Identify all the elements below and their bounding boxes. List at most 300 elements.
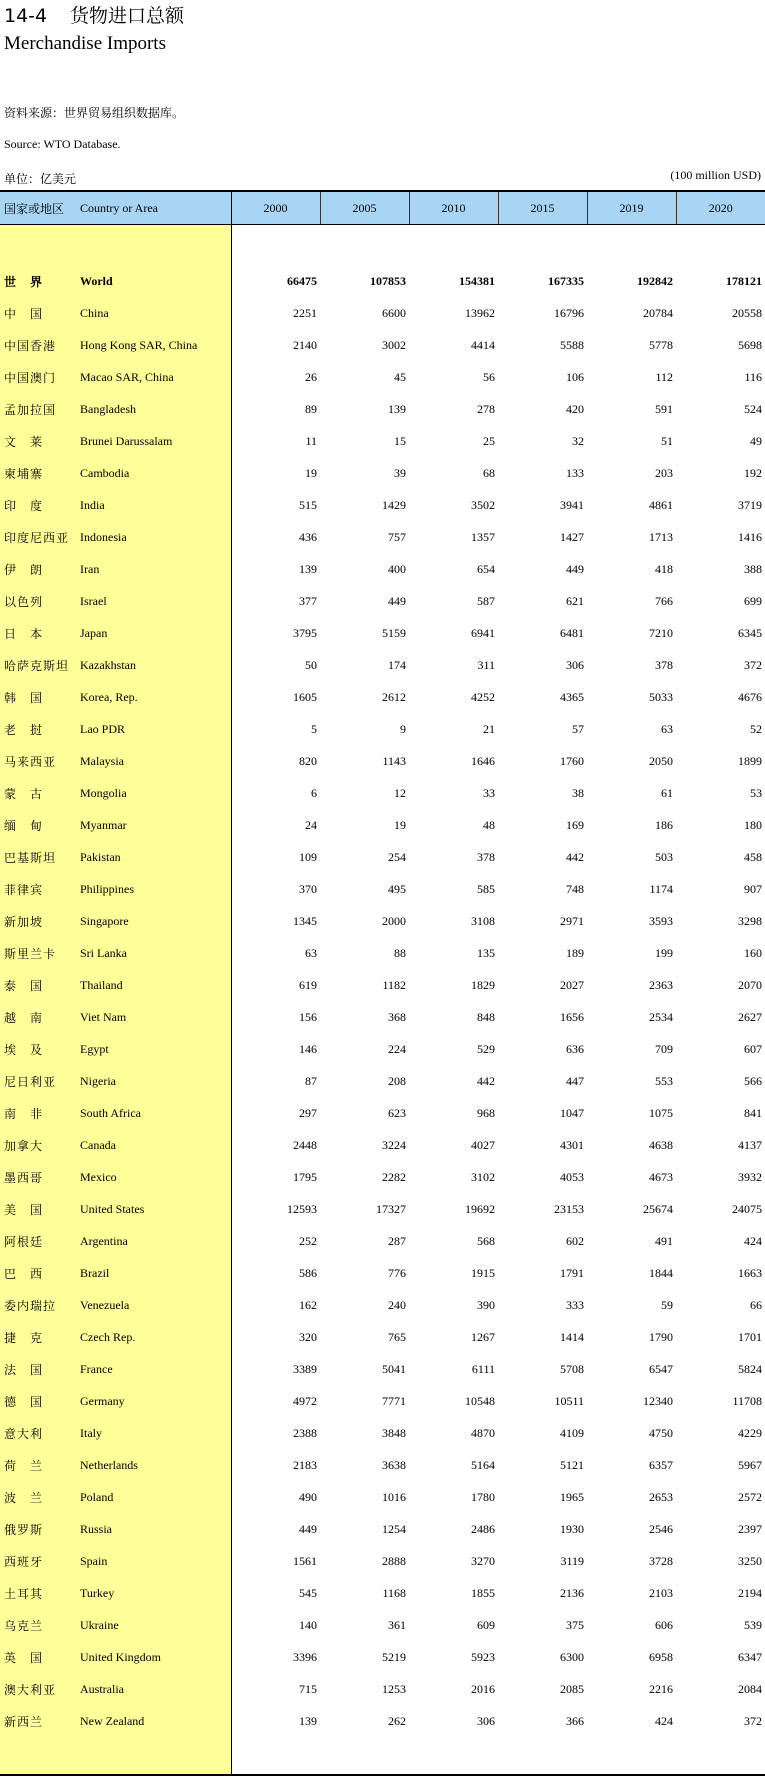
value-cell: 4638 (649, 1137, 673, 1152)
value-cell: 2572 (738, 1489, 762, 1504)
country-name-cn: 孟加拉国 (0, 393, 74, 425)
spacer-row (0, 225, 765, 266)
value-cell: 306 (477, 1713, 495, 1728)
country-name-cn: 老 挝 (0, 713, 74, 745)
value-cell: 167335 (548, 273, 584, 288)
value-cell: 1143 (382, 753, 406, 768)
table-row (0, 1577, 765, 1609)
country-name-en: Thailand (74, 969, 231, 1001)
country-name-en: Myanmar (74, 809, 231, 841)
value-cell: 4137 (738, 1137, 762, 1152)
country-name-cn: 哈萨克斯坦 (0, 649, 74, 681)
table-row (0, 521, 765, 553)
country-name-en: South Africa (74, 1097, 231, 1129)
country-name-cn: 日 本 (0, 617, 74, 649)
value-cell: 2612 (382, 689, 406, 704)
value-cell: 11 (305, 433, 317, 448)
value-cell: 2183 (293, 1457, 317, 1472)
value-cell: 63 (305, 945, 317, 960)
value-cell: 553 (655, 1073, 673, 1088)
country-name-cn: 缅 甸 (0, 809, 74, 841)
table-row (0, 1129, 765, 1161)
value-cell: 199 (655, 945, 673, 960)
value-cell: 585 (477, 881, 495, 896)
country-name-cn: 以色列 (0, 585, 74, 617)
value-cell: 139 (299, 1713, 317, 1728)
value-cell: 368 (388, 1009, 406, 1024)
country-name-cn: 西班牙 (0, 1545, 74, 1577)
value-cell: 50 (305, 657, 317, 672)
table-row (0, 329, 765, 361)
country-name-cn: 尼日利亚 (0, 1065, 74, 1097)
value-cell: 2084 (738, 1681, 762, 1696)
value-cell: 3250 (738, 1553, 762, 1568)
table-row (0, 777, 765, 809)
table-row (0, 1545, 765, 1577)
value-cell: 848 (477, 1009, 495, 1024)
value-cell: 6600 (382, 305, 406, 320)
country-name-cn: 伊 朗 (0, 553, 74, 585)
value-cell: 52 (750, 721, 762, 736)
value-cell: 3396 (293, 1649, 317, 1664)
table-row (0, 393, 765, 425)
table-row (0, 809, 765, 841)
value-cell: 378 (477, 849, 495, 864)
value-cell: 48 (483, 817, 495, 832)
value-cell: 654 (477, 561, 495, 576)
value-cell: 156 (299, 1009, 317, 1024)
value-cell: 57 (572, 721, 584, 736)
value-cell: 1965 (560, 1489, 584, 1504)
country-name-en: Netherlands (74, 1449, 231, 1481)
unit-label-cn: 单位：亿美元 (4, 172, 77, 186)
country-name-en: India (74, 489, 231, 521)
country-name-en: France (74, 1353, 231, 1385)
table-row (0, 1385, 765, 1417)
value-cell: 449 (299, 1521, 317, 1536)
header-country-en: Country or Area (74, 191, 231, 225)
value-cell: 4870 (471, 1425, 495, 1440)
value-cell: 458 (744, 849, 762, 864)
value-cell: 715 (299, 1681, 317, 1696)
value-cell: 112 (655, 369, 673, 384)
value-cell: 4676 (738, 689, 762, 704)
country-name-cn: 意大利 (0, 1417, 74, 1449)
value-cell: 442 (566, 849, 584, 864)
value-cell: 53 (750, 785, 762, 800)
table-row (0, 553, 765, 585)
imports-table-container (0, 190, 765, 1776)
table-row (0, 905, 765, 937)
value-cell: 424 (744, 1233, 762, 1248)
value-cell: 2546 (649, 1521, 673, 1536)
table-row (0, 361, 765, 393)
value-cell: 4750 (649, 1425, 673, 1440)
value-cell: 699 (744, 593, 762, 608)
country-name-cn: 土耳其 (0, 1577, 74, 1609)
value-cell: 178121 (726, 273, 762, 288)
imports-table (0, 190, 765, 1776)
value-cell: 636 (566, 1041, 584, 1056)
table-row (0, 969, 765, 1001)
table-row (0, 649, 765, 681)
country-name-cn: 新加坡 (0, 905, 74, 937)
value-cell: 757 (388, 529, 406, 544)
country-name-cn: 俄罗斯 (0, 1513, 74, 1545)
country-name-en: Russia (74, 1513, 231, 1545)
value-cell: 133 (566, 465, 584, 480)
value-cell: 174 (388, 657, 406, 672)
value-cell: 621 (566, 593, 584, 608)
value-cell: 311 (477, 657, 495, 672)
table-row (0, 1609, 765, 1641)
value-cell: 388 (744, 561, 762, 576)
country-name-cn: 中 国 (0, 297, 74, 329)
value-cell: 2027 (560, 977, 584, 992)
country-name-cn: 加拿大 (0, 1129, 74, 1161)
value-cell: 192 (744, 465, 762, 480)
table-row (0, 1449, 765, 1481)
value-cell: 3593 (649, 913, 673, 928)
country-name-en: Brazil (74, 1257, 231, 1289)
value-cell: 63 (661, 721, 673, 736)
table-row (0, 617, 765, 649)
country-name-en: Australia (74, 1673, 231, 1705)
value-cell: 287 (388, 1233, 406, 1248)
value-cell: 12593 (287, 1201, 317, 1216)
value-cell: 19 (305, 465, 317, 480)
value-cell: 529 (477, 1041, 495, 1056)
value-cell: 2971 (560, 913, 584, 928)
country-name-en: World (74, 265, 231, 297)
value-cell: 5041 (382, 1361, 406, 1376)
value-cell: 61 (661, 785, 673, 800)
value-cell: 591 (655, 401, 673, 416)
value-cell: 524 (744, 401, 762, 416)
country-name-cn: 巴 西 (0, 1257, 74, 1289)
value-cell: 2534 (649, 1009, 673, 1024)
value-cell: 4414 (471, 337, 495, 352)
table-row (0, 489, 765, 521)
value-cell: 1855 (471, 1585, 495, 1600)
country-name-cn: 阿根廷 (0, 1225, 74, 1257)
value-cell: 1253 (382, 1681, 406, 1696)
value-cell: 139 (388, 401, 406, 416)
value-cell: 3270 (471, 1553, 495, 1568)
value-cell: 23153 (554, 1201, 584, 1216)
value-cell: 135 (477, 945, 495, 960)
value-cell: 5164 (471, 1457, 495, 1472)
value-cell: 6357 (649, 1457, 673, 1472)
value-cell: 1168 (382, 1585, 406, 1600)
value-cell: 3119 (560, 1553, 584, 1568)
value-cell: 606 (655, 1617, 673, 1632)
value-cell: 59 (661, 1297, 673, 1312)
value-cell: 2085 (560, 1681, 584, 1696)
country-name-cn: 菲律宾 (0, 873, 74, 905)
filler-row (0, 1737, 765, 1775)
unit-label-en: (100 million USD) (670, 168, 761, 182)
value-cell: 21 (483, 721, 495, 736)
value-cell: 9 (400, 721, 406, 736)
value-cell: 116 (744, 369, 762, 384)
table-row (0, 1001, 765, 1033)
value-cell: 224 (388, 1041, 406, 1056)
country-name-cn: 捷 克 (0, 1321, 74, 1353)
country-name-en: Hong Kong SAR, China (74, 329, 231, 361)
value-cell: 252 (299, 1233, 317, 1248)
title-cn-text: 货物进口总额 (70, 5, 185, 27)
value-cell: 278 (477, 401, 495, 416)
value-cell: 4252 (471, 689, 495, 704)
value-cell: 5159 (382, 625, 406, 640)
value-cell: 45 (394, 369, 406, 384)
table-row (0, 1065, 765, 1097)
value-cell: 2216 (649, 1681, 673, 1696)
value-cell: 208 (388, 1073, 406, 1088)
value-cell: 449 (566, 561, 584, 576)
value-cell: 1605 (293, 689, 317, 704)
country-name-cn: 越 南 (0, 1001, 74, 1033)
value-cell: 19692 (465, 1201, 495, 1216)
value-cell: 26 (305, 369, 317, 384)
value-cell: 1713 (649, 529, 673, 544)
value-cell: 5708 (560, 1361, 584, 1376)
table-row (0, 745, 765, 777)
table-title-en: Merchandise Imports (4, 33, 166, 54)
table-body (0, 225, 765, 1776)
value-cell: 2070 (738, 977, 762, 992)
value-cell: 586 (299, 1265, 317, 1280)
country-name-en: Japan (74, 617, 231, 649)
country-name-cn: 蒙 古 (0, 777, 74, 809)
country-name-en: Cambodia (74, 457, 231, 489)
source-note-en: Source: WTO Database. (4, 137, 121, 151)
value-cell: 2627 (738, 1009, 762, 1024)
table-header-row (0, 191, 765, 225)
value-cell: 5 (311, 721, 317, 736)
value-cell: 139 (299, 561, 317, 576)
value-cell: 140 (299, 1617, 317, 1632)
country-name-en: Indonesia (74, 521, 231, 553)
value-cell: 766 (655, 593, 673, 608)
value-cell: 12340 (643, 1393, 673, 1408)
value-cell: 38 (572, 785, 584, 800)
value-cell: 3638 (382, 1457, 406, 1472)
value-cell: 68 (483, 465, 495, 480)
value-cell: 6347 (738, 1649, 762, 1664)
country-name-en: Macao SAR, China (74, 361, 231, 393)
value-cell: 1791 (560, 1265, 584, 1280)
value-cell: 146 (299, 1041, 317, 1056)
country-name-cn: 马来西亚 (0, 745, 74, 777)
value-cell: 1414 (560, 1329, 584, 1344)
value-cell: 2888 (382, 1553, 406, 1568)
table-row (0, 1193, 765, 1225)
value-cell: 16796 (554, 305, 584, 320)
country-name-cn: 荷 兰 (0, 1449, 74, 1481)
value-cell: 748 (566, 881, 584, 896)
header-year: 2000 (231, 191, 320, 225)
country-name-en: Mongolia (74, 777, 231, 809)
value-cell: 51 (661, 433, 673, 448)
value-cell: 1427 (560, 529, 584, 544)
value-cell: 192842 (637, 273, 673, 288)
value-cell: 1267 (471, 1329, 495, 1344)
value-cell: 254 (388, 849, 406, 864)
value-cell: 587 (477, 593, 495, 608)
value-cell: 1701 (738, 1329, 762, 1344)
value-cell: 390 (477, 1297, 495, 1312)
value-cell: 4365 (560, 689, 584, 704)
value-cell: 5033 (649, 689, 673, 704)
value-cell: 5967 (738, 1457, 762, 1472)
value-cell: 20784 (643, 305, 673, 320)
country-name-en: Bangladesh (74, 393, 231, 425)
value-cell: 420 (566, 401, 584, 416)
value-cell: 24075 (732, 1201, 762, 1216)
table-row (0, 265, 765, 297)
country-name-cn: 美 国 (0, 1193, 74, 1225)
value-cell: 6111 (471, 1361, 495, 1376)
country-name-cn: 世 界 (0, 265, 74, 297)
value-cell: 89 (305, 401, 317, 416)
table-row (0, 937, 765, 969)
value-cell: 109 (299, 849, 317, 864)
value-cell: 1760 (560, 753, 584, 768)
table-row (0, 1097, 765, 1129)
value-cell: 3108 (471, 913, 495, 928)
table-row (0, 1225, 765, 1257)
table-row (0, 457, 765, 489)
value-cell: 968 (477, 1105, 495, 1120)
value-cell: 1790 (649, 1329, 673, 1344)
value-cell: 566 (744, 1073, 762, 1088)
country-name-en: Venezuela (74, 1289, 231, 1321)
country-name-cn: 澳大利亚 (0, 1673, 74, 1705)
value-cell: 1646 (471, 753, 495, 768)
value-cell: 4109 (560, 1425, 584, 1440)
country-name-cn: 英 国 (0, 1641, 74, 1673)
table-bottom-rule (0, 1775, 765, 1776)
value-cell: 56 (483, 369, 495, 384)
value-cell: 6481 (560, 625, 584, 640)
country-name-en: United States (74, 1193, 231, 1225)
value-cell: 1174 (649, 881, 673, 896)
country-name-cn: 法 国 (0, 1353, 74, 1385)
table-row (0, 681, 765, 713)
country-name-en: Singapore (74, 905, 231, 937)
table-row (0, 297, 765, 329)
source-note-cn: 资料来源：世界贸易组织数据库。 (4, 106, 185, 120)
value-cell: 6958 (649, 1649, 673, 1664)
value-cell: 297 (299, 1105, 317, 1120)
country-name-en: Spain (74, 1545, 231, 1577)
value-cell: 3932 (738, 1169, 762, 1184)
table-row (0, 1513, 765, 1545)
value-cell: 5121 (560, 1457, 584, 1472)
table-row (0, 1161, 765, 1193)
country-name-cn: 波 兰 (0, 1481, 74, 1513)
value-cell: 1780 (471, 1489, 495, 1504)
country-name-en: Iran (74, 553, 231, 585)
value-cell: 2251 (293, 305, 317, 320)
country-name-en: Italy (74, 1417, 231, 1449)
value-cell: 1047 (560, 1105, 584, 1120)
value-cell: 15 (394, 433, 406, 448)
value-cell: 7771 (382, 1393, 406, 1408)
value-cell: 1656 (560, 1009, 584, 1024)
value-cell: 619 (299, 977, 317, 992)
value-cell: 186 (655, 817, 673, 832)
country-name-en: China (74, 297, 231, 329)
value-cell: 2016 (471, 1681, 495, 1696)
value-cell: 4673 (649, 1169, 673, 1184)
value-cell: 88 (394, 945, 406, 960)
value-cell: 169 (566, 817, 584, 832)
value-cell: 515 (299, 497, 317, 512)
value-cell: 203 (655, 465, 673, 480)
value-cell: 1254 (382, 1521, 406, 1536)
header-year: 2005 (320, 191, 409, 225)
value-cell: 602 (566, 1233, 584, 1248)
value-cell: 1844 (649, 1265, 673, 1280)
value-cell: 306 (566, 657, 584, 672)
value-cell: 1416 (738, 529, 762, 544)
value-cell: 5824 (738, 1361, 762, 1376)
country-name-en: Lao PDR (74, 713, 231, 745)
country-name-cn: 柬埔寨 (0, 457, 74, 489)
value-cell: 366 (566, 1713, 584, 1728)
country-name-cn: 德 国 (0, 1385, 74, 1417)
table-row (0, 713, 765, 745)
value-cell: 539 (744, 1617, 762, 1632)
table-row (0, 1705, 765, 1737)
table-row (0, 585, 765, 617)
value-cell: 1930 (560, 1521, 584, 1536)
table-row (0, 425, 765, 457)
value-cell: 106 (566, 369, 584, 384)
country-name-en: Viet Nam (74, 1001, 231, 1033)
value-cell: 4027 (471, 1137, 495, 1152)
value-cell: 2282 (382, 1169, 406, 1184)
value-cell: 33 (483, 785, 495, 800)
value-cell: 378 (655, 657, 673, 672)
value-cell: 5219 (382, 1649, 406, 1664)
value-cell: 449 (388, 593, 406, 608)
value-cell: 1429 (382, 497, 406, 512)
value-cell: 5778 (649, 337, 673, 352)
value-cell: 2140 (293, 337, 317, 352)
value-cell: 189 (566, 945, 584, 960)
value-cell: 1182 (382, 977, 406, 992)
value-cell: 4972 (293, 1393, 317, 1408)
value-cell: 2363 (649, 977, 673, 992)
country-name-en: Korea, Rep. (74, 681, 231, 713)
value-cell: 545 (299, 1585, 317, 1600)
country-name-en: Israel (74, 585, 231, 617)
country-name-en: Kazakhstan (74, 649, 231, 681)
value-cell: 609 (477, 1617, 495, 1632)
value-cell: 2050 (649, 753, 673, 768)
country-name-en: Poland (74, 1481, 231, 1513)
country-name-cn: 委内瑞拉 (0, 1289, 74, 1321)
value-cell: 10548 (465, 1393, 495, 1408)
value-cell: 607 (744, 1041, 762, 1056)
value-cell: 6300 (560, 1649, 584, 1664)
value-cell: 2397 (738, 1521, 762, 1536)
value-cell: 3795 (293, 625, 317, 640)
